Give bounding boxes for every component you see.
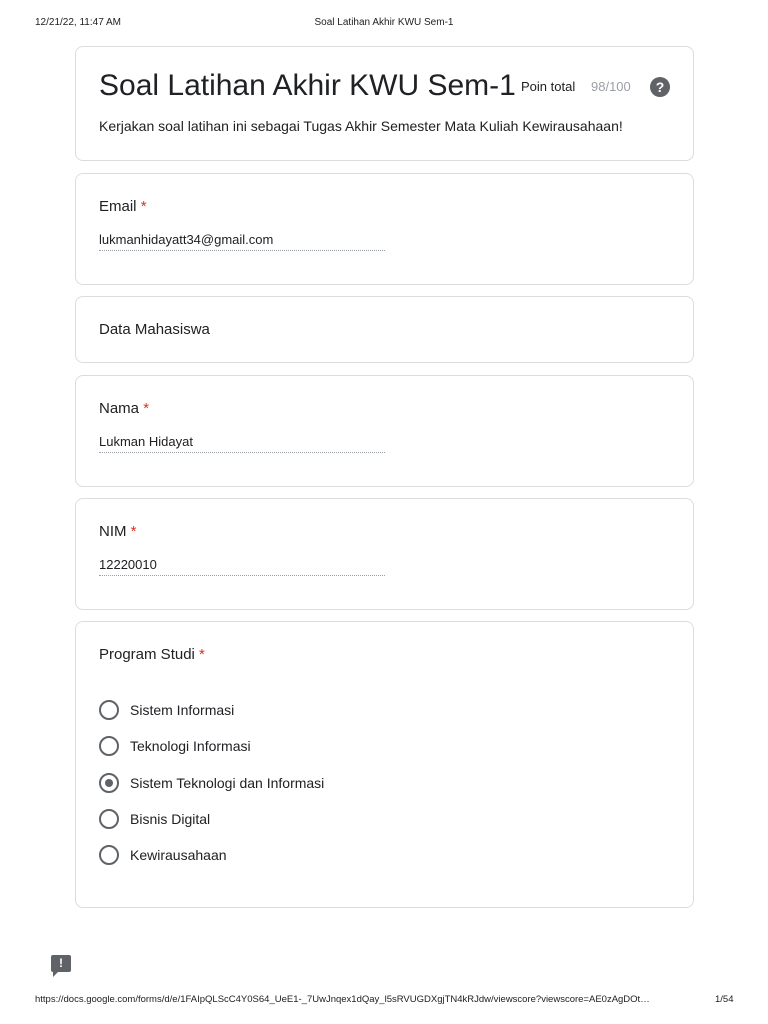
radio-option-kewirausahaan[interactable]: [99, 844, 399, 866]
radio-button[interactable]: [99, 809, 119, 829]
form-title: Soal Latihan Akhir KWU Sem-1: [99, 69, 516, 102]
feedback-icon[interactable]: !: [51, 955, 71, 972]
radio-option-sistem-teknologi-dan-informasi[interactable]: [99, 772, 399, 794]
radio-option-sistem-informasi[interactable]: [99, 699, 399, 721]
points-score: 98/100: [591, 79, 631, 94]
radio-option-label: Bisnis Digital: [130, 811, 211, 827]
nama-answer: Lukman Hidayat: [99, 434, 385, 453]
nama-question-card: [75, 375, 694, 487]
section-card: [75, 296, 694, 363]
radio-button[interactable]: [99, 845, 119, 865]
radio-option-bisnis-digital[interactable]: [99, 808, 399, 830]
required-mark: *: [140, 198, 147, 215]
required-mark: *: [143, 400, 150, 417]
radio-button-checked[interactable]: [99, 773, 119, 793]
print-header: [0, 17, 768, 31]
radio-button[interactable]: [99, 700, 119, 720]
print-title: Soal Latihan Akhir KWU Sem-1: [314, 17, 454, 28]
nim-question-card: [75, 498, 694, 610]
nama-label: [99, 400, 149, 417]
help-icon[interactable]: ?: [650, 77, 670, 97]
points-label: Poin total: [521, 79, 576, 94]
nama-label-text: Nama: [99, 400, 140, 417]
radio-option-teknologi-informasi[interactable]: [99, 735, 399, 757]
email-answer: lukmanhidayatt34@gmail.com: [99, 232, 385, 251]
email-question-card: [75, 173, 694, 285]
form-header-card: [75, 46, 694, 161]
required-mark: *: [130, 523, 137, 540]
radio-option-label: Sistem Informasi: [130, 702, 235, 718]
print-datetime: 12/21/22, 11:47 AM: [35, 17, 121, 28]
nim-label-text: NIM: [99, 523, 127, 540]
required-mark: *: [199, 646, 205, 663]
nim-answer: 12220010: [99, 557, 385, 576]
radio-button[interactable]: [99, 736, 119, 756]
program-studi-label: [99, 646, 205, 663]
page-number: 1/54: [715, 994, 734, 1005]
radio-option-label: Teknologi Informasi: [130, 738, 251, 754]
radio-option-label: Sistem Teknologi dan Informasi: [130, 775, 325, 791]
section-title: Data Mahasiswa: [99, 321, 210, 338]
email-label: [99, 198, 147, 215]
program-studi-question-card: [75, 621, 694, 908]
radio-option-label: Kewirausahaan: [130, 847, 227, 863]
page-url: https://docs.google.com/forms/d/e/1FAIpQLScC4Y0S64_UeE1-_7UwJnqex1dQay_l5sRVUGDXgjTN4kRJdw/viewscore?viewscore=AE0zAgDOt…: [35, 994, 650, 1005]
nim-label: [99, 523, 137, 540]
email-label-text: Email: [99, 198, 137, 215]
print-footer: [0, 994, 768, 1008]
program-studi-label-text: Program Studi: [99, 646, 195, 663]
form-description: Kerjakan soal latihan ini sebagai Tugas Akhir Semester Mata Kuliah Kewirausahaan!: [99, 118, 623, 134]
